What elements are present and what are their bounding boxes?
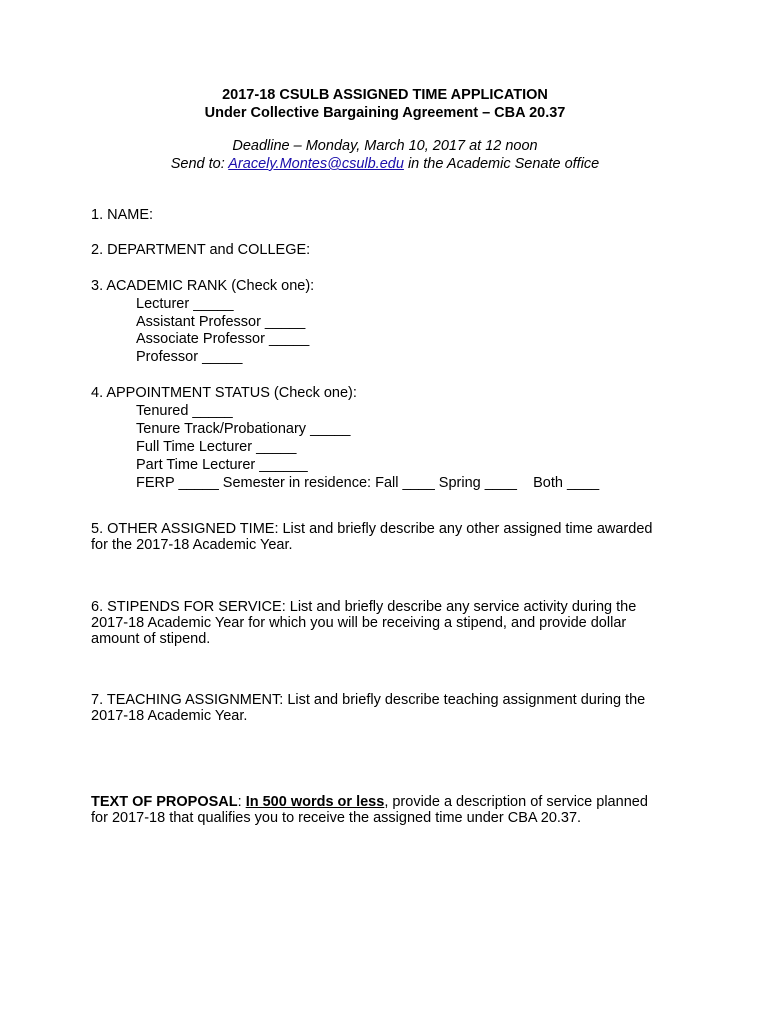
- department-field-label: 2. DEPARTMENT and COLLEGE:: [91, 242, 311, 258]
- proposal-word-limit: In 500 words or less: [245, 794, 385, 810]
- rank-option-professor[interactable]: Professor _____: [136, 349, 243, 365]
- rank-heading: 3. ACADEMIC RANK (Check one):: [91, 278, 315, 294]
- status-option-tenure-track[interactable]: Tenure Track/Probationary _____: [136, 421, 351, 437]
- deadline-text: Deadline – Monday, March 10, 2017 at 12 noon: [232, 138, 538, 154]
- status-heading: 4. APPOINTMENT STATUS (Check one):: [91, 385, 357, 401]
- other-assigned-time-text: 5. OTHER ASSIGNED TIME: List and briefly describe any other assigned time awarded for the 2017-18 Academic Year.: [91, 521, 653, 553]
- document-subtitle: Under Collective Bargaining Agreement – CBA 20.37: [204, 105, 566, 121]
- rank-option-associate[interactable]: Associate Professor _____: [136, 331, 310, 347]
- document-title: 2017-18 CSULB ASSIGNED TIME APPLICATION: [222, 87, 548, 103]
- name-field-label: 1. NAME:: [91, 207, 154, 223]
- proposal-description: , provide a description of service planned for 2017-18 that qualifies you to receive the assigned time under CBA 20.37.: [91, 794, 648, 826]
- status-option-tenured[interactable]: Tenured _____: [136, 403, 233, 419]
- send-to-suffix: in the Academic Senate office: [403, 156, 600, 172]
- proposal-label: TEXT OF PROPOSAL: [91, 794, 238, 810]
- send-to-line: [0, 156, 770, 172]
- status-option-full-time-lecturer[interactable]: Full Time Lecturer _____: [136, 439, 297, 455]
- rank-option-lecturer[interactable]: Lecturer _____: [136, 296, 234, 312]
- rank-option-assistant[interactable]: Assistant Professor _____: [136, 314, 306, 330]
- stipends-text: 6. STIPENDS FOR SERVICE: List and briefly describe any service activity during the 2017-18 Academic Year for which you will be receiving a stipend, and provide dollar amount of stipend.: [91, 599, 637, 647]
- send-to-prefix: Send to:: [170, 156, 229, 172]
- status-option-part-time-lecturer[interactable]: Part Time Lecturer ______: [136, 457, 308, 473]
- teaching-assignment-text: 7. TEACHING ASSIGNMENT: List and briefly describe teaching assignment during the 2017-18 Academic Year.: [91, 692, 646, 724]
- proposal-colon: :: [237, 794, 246, 810]
- status-option-ferp[interactable]: FERP _____ Semester in residence: Fall ____ Spring ____ Both ____: [136, 475, 600, 491]
- proposal-text: [91, 794, 661, 826]
- email-link[interactable]: Aracely.Montes@csulb.edu: [228, 156, 404, 172]
